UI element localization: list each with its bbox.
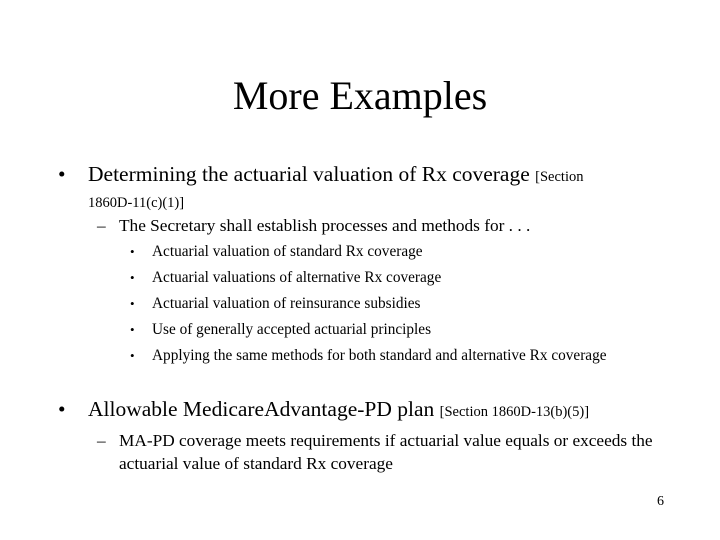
list-item-marker: • — [130, 348, 135, 363]
list-item-marker: • — [130, 270, 135, 285]
bullet-2-text: Allowable MedicareAdvantage-PD plan — [88, 397, 440, 421]
list-item — [130, 268, 630, 288]
list-item-text: Applying the same methods for both standard and alternative Rx coverage — [152, 347, 607, 364]
sub-bullet-1-text: The Secretary shall establish processes and methods for . . . — [119, 216, 531, 235]
list-item-marker: • — [130, 322, 135, 337]
sub-bullet-2-text: MA-PD coverage meets requirements if actuarial value equals or exceeds the actuarial value of standard Rx coverage — [119, 431, 653, 473]
bullet-1-text: Determining the actuarial valuation of Rx coverage — [88, 162, 536, 186]
bullet-2-marker: • — [58, 397, 66, 421]
list-item-text: Use of generally accepted actuarial principles — [152, 321, 432, 338]
sub-sub-list — [130, 242, 630, 372]
list-item-text: Actuarial valuations of alternative Rx coverage — [152, 269, 442, 286]
sub-bullet-2-marker: – — [97, 431, 106, 450]
bullet-1-marker: • — [58, 162, 66, 186]
list-item-text: Actuarial valuation of reinsurance subsidies — [152, 295, 421, 312]
bullet-2-reference: [Section 1860D-13(b)(5)] — [439, 404, 590, 420]
list-item — [130, 346, 630, 366]
list-item — [130, 320, 630, 340]
sub-bullet-1-marker: – — [97, 216, 106, 235]
list-item — [130, 242, 630, 262]
list-item-text: Actuarial valuation of standard Rx coverage — [152, 243, 423, 260]
slide-title: More Examples — [232, 73, 488, 118]
page-number: 6 — [657, 494, 664, 509]
list-item-marker: • — [130, 244, 135, 259]
bullet-1-reference: [Section — [535, 169, 584, 185]
list-item — [130, 294, 630, 314]
list-item-marker: • — [130, 296, 135, 311]
bullet-1-reference-cont: 1860D-11(c)(1)] — [88, 195, 185, 211]
